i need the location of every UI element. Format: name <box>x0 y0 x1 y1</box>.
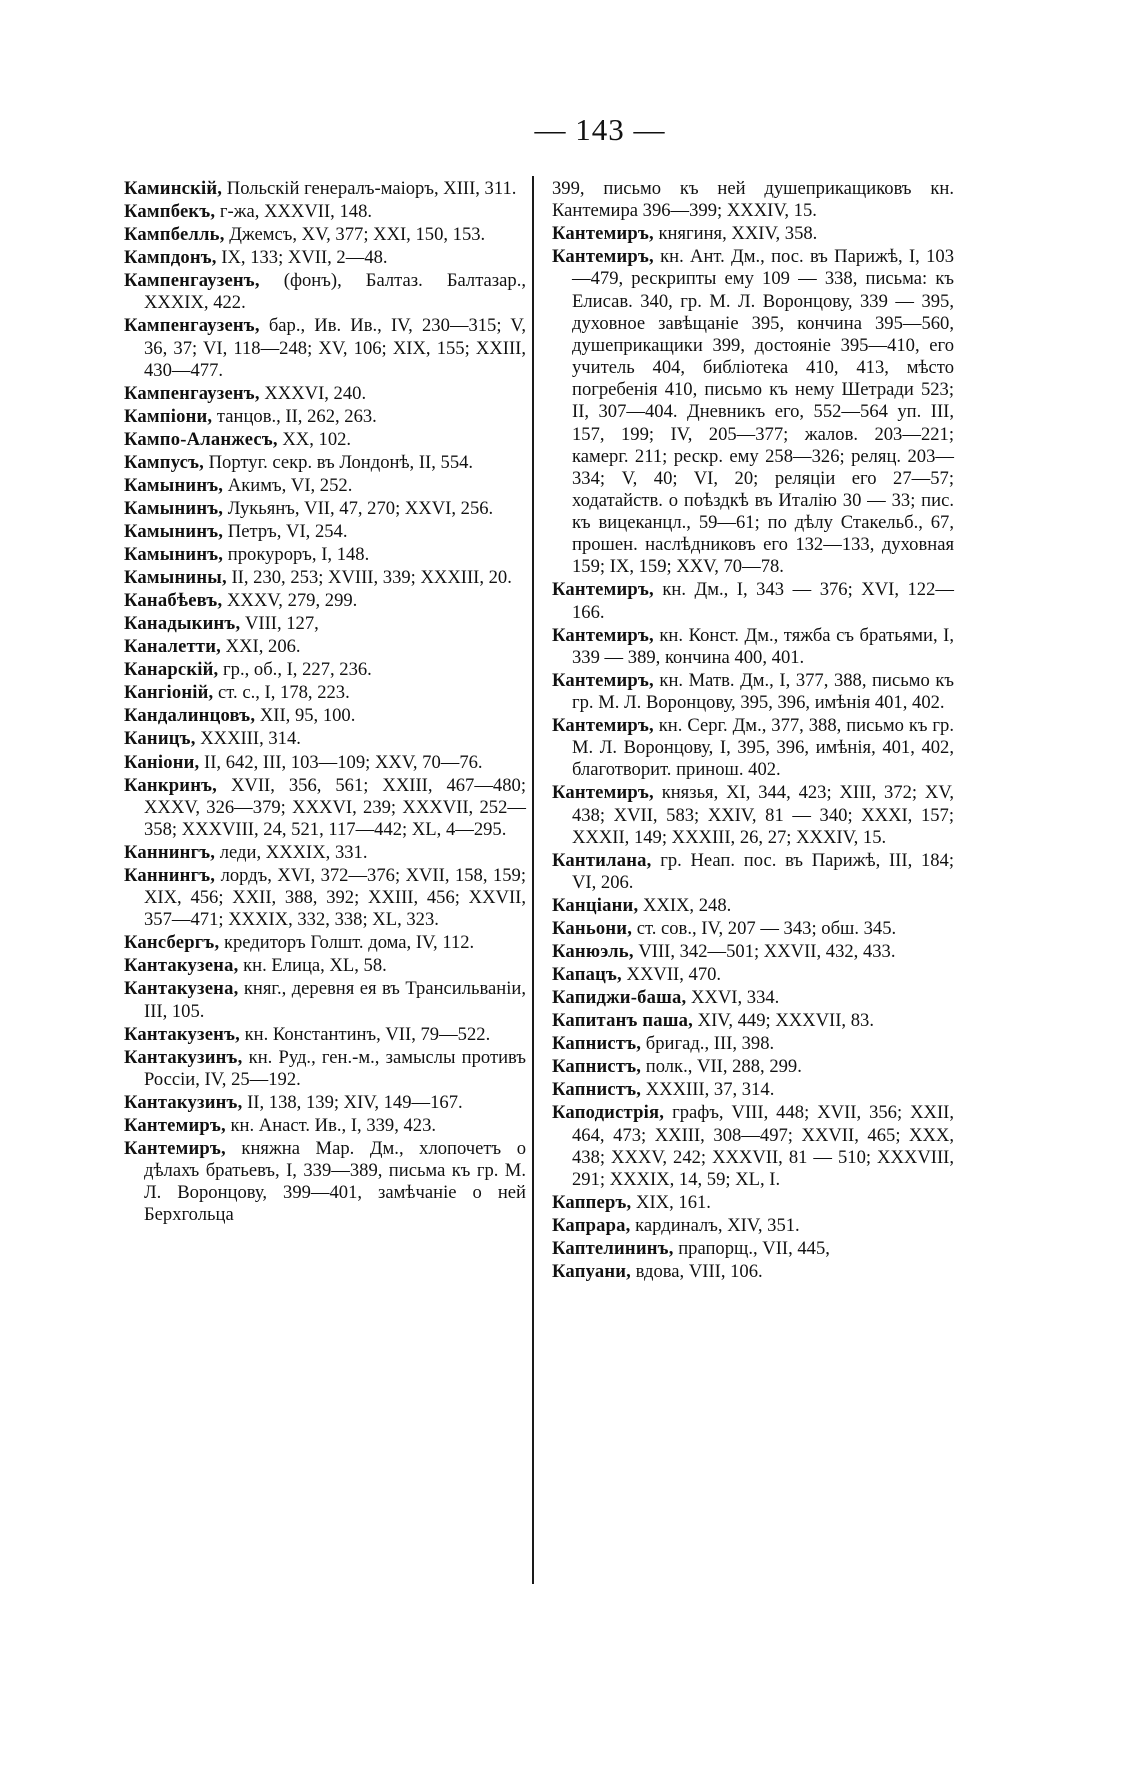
entry-heading: Каницъ, <box>124 728 196 750</box>
entry-references: княг., деревня ея въ Трансильваніи, III, 105. <box>144 978 526 1022</box>
entry-references: кн. Константинъ, VII, 79—522. <box>239 1023 491 1045</box>
index-entry <box>552 1238 954 1260</box>
index-entry <box>124 452 526 474</box>
index-entry <box>124 1138 526 1227</box>
entry-references: ст. сов., IV, 207 — 343; обш. 345. <box>632 918 897 940</box>
index-entry <box>124 544 526 566</box>
index-entry <box>552 850 954 894</box>
index-entry <box>124 636 526 658</box>
entry-references: кн. Руд., ген.-м., замыслы противъ Россіи, IV, 25—192. <box>144 1046 526 1090</box>
index-entry <box>552 1079 954 1101</box>
index-entry <box>124 978 526 1022</box>
entry-heading: Каптелининъ, <box>552 1238 674 1260</box>
entry-heading: Кантемиръ, <box>552 782 654 804</box>
index-entry <box>552 579 954 623</box>
entry-references: кн. Матв. Дм., I, 377, 388, письмо къ гр. М. Л. Воронцову, 395, 396, имѣнія 401, 402. <box>572 669 954 714</box>
entry-heading: Капацъ, <box>552 964 622 986</box>
index-entry <box>552 1033 954 1055</box>
index-entry <box>124 932 526 954</box>
entry-heading: Кампенгаузенъ, <box>124 382 260 404</box>
entry-heading: Камынинъ, <box>124 474 224 496</box>
index-entry <box>552 964 954 986</box>
index-entry <box>124 498 526 520</box>
index-entry <box>124 270 526 314</box>
index-entry <box>552 625 954 669</box>
index-entry <box>124 315 526 381</box>
entry-references: леди, XXXIX, 331. <box>215 841 368 863</box>
index-entry <box>124 224 526 246</box>
entry-heading: Капперъ, <box>552 1191 632 1213</box>
entry-heading: Канабѣевъ, <box>124 590 223 612</box>
entry-references: прапорщ., VII, 445, <box>673 1238 830 1260</box>
entry-heading: Кантакузинъ, <box>124 1091 243 1113</box>
entry-references: гр., об., I, 227, 236. <box>218 659 372 681</box>
index-entry <box>552 715 954 781</box>
entry-references: кн. Конст. Дм., тяжба съ братьями, I, 339 — 389, кончина 400, 401. <box>572 624 954 668</box>
entry-heading: Каподистрія, <box>552 1102 665 1124</box>
entry-references: гр. Неап. пос. въ Парижѣ, III, 184; VI, 206. <box>572 849 954 893</box>
entry-heading: Кантакузинъ, <box>124 1046 243 1068</box>
entry-references: II, 230, 253; XVIII, 339; XXXIII, 20. <box>226 567 512 589</box>
entry-references: (фонъ), Балтаз. Балтазар., XXXIX, 422. <box>144 270 526 314</box>
entry-heading: Камынинъ, <box>124 544 224 566</box>
index-entry <box>552 1261 954 1283</box>
index-entry <box>124 865 526 931</box>
index-entry <box>124 955 526 977</box>
index-entry <box>124 659 526 681</box>
index-entry <box>124 590 526 612</box>
entry-references: князья, XI, 344, 423; XIII, 372; XV, 438; XVII, 583; XXIV, 81 — 340; XXXI, 157; XXXII, 149; XXXIII, 26, 27; XXXIV, 15. <box>572 782 954 848</box>
entry-heading: Капнистъ, <box>552 1056 642 1078</box>
entry-heading: Капрара, <box>552 1215 631 1236</box>
entry-references: XIX, 161. <box>631 1191 711 1213</box>
index-entry <box>124 475 526 497</box>
entry-heading: Кампіони, <box>124 405 213 427</box>
entry-heading: Кантемиръ, <box>552 579 654 601</box>
entry-references: Джемсъ, XV, 377; XXI, 150, 153. <box>224 224 486 246</box>
entry-heading: Кантемиръ, <box>552 246 654 268</box>
entry-heading: Кампбелль, <box>124 224 225 246</box>
entry-references: княжна Мар. Дм., хлопочетъ о дѣлахъ братьевъ, I, 339—389, письма къ гр. М. Л. Воронцову, 399—401, замѣчаніе о ней Берхгольца <box>144 1137 526 1226</box>
entry-references: XVII, 356, 561; XXIII, 467—480; XXXV, 326—379; XXXVI, 239; XXXVII, 252—358; XXXVIII, 24, 521, 117—442; XL, 4—295. <box>144 774 526 840</box>
entry-references: Лукьянъ, VII, 47, 270; XXVI, 256. <box>223 497 494 519</box>
index-entry <box>124 521 526 543</box>
entry-references: княгиня, XXIV, 358. <box>653 223 818 245</box>
entry-references: кн. Серг. Дм., 377, 388, письмо къ гр. М. Л. Воронцову, I, 395, 396, имѣнія, 401, 402, благотворит. принош. 402. <box>572 715 954 781</box>
entry-references: ст. с., I, 178, 223. <box>213 682 350 704</box>
entry-references: кредиторъ Голшт. дома, IV, 112. <box>219 932 475 954</box>
entry-references: бригад., III, 398. <box>641 1033 775 1055</box>
entry-heading: Кантемиръ, <box>552 624 654 646</box>
entry-heading: Кантемиръ, <box>124 1137 226 1159</box>
entry-heading: Кампбекъ, <box>124 201 216 223</box>
entry-heading: Кампусъ, <box>124 451 204 473</box>
index-entry <box>552 987 954 1009</box>
entry-heading: Кантакузенъ, <box>124 1023 240 1045</box>
entry-heading: Капитанъ паша, <box>552 1010 694 1032</box>
index-entry <box>552 1010 954 1032</box>
entry-references: XII, 95, 100. <box>255 705 356 727</box>
entry-heading: Канюэль, <box>552 941 634 963</box>
index-entry <box>552 782 954 848</box>
index-entry <box>124 1024 526 1046</box>
entry-references: Акимъ, VI, 252. <box>223 474 353 496</box>
entry-heading: Канарскій, <box>124 659 219 681</box>
index-entry <box>124 752 526 774</box>
entry-heading: Кандалинцовъ, <box>124 705 256 727</box>
entry-references: XXVII, 470. <box>621 964 722 986</box>
index-entry <box>124 201 526 223</box>
entry-heading: Камынинъ, <box>124 497 224 519</box>
entry-heading: Кантемиръ, <box>124 1114 226 1136</box>
index-entry <box>124 567 526 589</box>
entry-heading: Кампенгаузенъ, <box>124 315 260 337</box>
entry-heading: Канадыкинъ, <box>124 613 241 635</box>
entry-heading: Кампенгаузенъ, <box>124 270 260 292</box>
entry-references: прокуроръ, I, 148. <box>223 544 370 566</box>
index-entry <box>552 918 954 940</box>
index-entry <box>552 1192 954 1214</box>
column-divider <box>532 176 534 1584</box>
entry-heading: Капиджи-баша, <box>552 987 687 1009</box>
entry-references: бар., Ив. Ив., IV, 230—315; V, 36, 37; VI, 118—248; XV, 106; XIX, 155; XXIII, 430—477. <box>144 315 526 381</box>
entry-heading: Каньони, <box>552 918 633 940</box>
index-entry <box>124 1115 526 1137</box>
entry-references: кн. Дм., I, 343 — 376; XVI, 122—166. <box>572 579 954 623</box>
entry-references: XXXIII, 37, 314. <box>641 1079 775 1101</box>
entry-heading: Капнистъ, <box>552 1079 642 1101</box>
entry-references: полк., VII, 288, 299. <box>641 1056 802 1078</box>
index-entry <box>124 429 526 451</box>
index-entry <box>124 682 526 704</box>
index-entry <box>552 941 954 963</box>
entry-references: Португ. секр. въ Лондонѣ, II, 554. <box>203 451 474 473</box>
entry-heading: Кампдонъ, <box>124 247 217 269</box>
index-column-right <box>552 178 954 1284</box>
entry-heading: Каминскій, <box>124 178 223 199</box>
entry-heading: Кангіоній, <box>124 682 214 704</box>
entry-references: кн. Елица, XL, 58. <box>238 955 387 977</box>
index-entry <box>552 223 954 245</box>
entry-references: II, 642, III, 103—109; XXV, 70—76. <box>199 751 483 773</box>
entry-references: 399, письмо къ ней душеприкащиковъ кн. Кантемира 396—399; XXXIV, 15. <box>552 178 954 222</box>
entry-references: XXXV, 279, 299. <box>222 590 358 612</box>
index-entry <box>124 178 526 200</box>
index-entry <box>124 613 526 635</box>
entry-references: VIII, 342—501; XXVII, 432, 433. <box>633 941 896 963</box>
entry-heading: Кантакузена, <box>124 978 239 1000</box>
entry-references: графъ, VIII, 448; XVII, 356; XXII, 464, 473; XXIII, 308—497; XXVII, 465; XXX, 438; XXXV, 242; XXXVII, 81 — 510; XXXVIII, 291; XXXIX, 14, 59; XL, I. <box>572 1102 954 1190</box>
entry-references: XXVI, 334. <box>686 987 780 1009</box>
entry-references: кн. Ант. Дм., пос. въ Парижѣ, I, 103—479, рескрипты ему 109 — 338, письма: къ Елисав. 340, гр. М. Л. Воронцову, 339 — 395, духовное завѣщаніе 395, кончина 395—560, душеприкащики 399, достояніе 395—410, его учитель 404, библіотека 410, 413, мѣсто погребенія 410, письмо къ нему Шетради 523; II, 307—404. Дневникъ его, 552—564 уп. III, 157, 199; IV, 205—377; жалов. 203—221; камерг. 211; рескр. ему 258—326; реляц. 203—334; V, 40; VI, 20; реляціи его 27—57; ходатайств. о поѣздкѣ въ Италію 30 — 33; пис. къ вицеканцл., 59—61; по дѣлу Стакельб., 67, прошен. наслѣдниковъ его 132—133, духовная 159; IX, 159; XXV, 70—78. <box>572 246 954 578</box>
index-entry <box>552 1056 954 1078</box>
index-entry <box>552 670 954 714</box>
page-number: — 143 — <box>534 112 666 147</box>
entry-heading: Каннингъ, <box>124 864 216 886</box>
entry-references: II, 138, 139; XIV, 149—167. <box>242 1091 463 1113</box>
entry-references: кн. Анаст. Ив., I, 339, 423. <box>225 1114 437 1136</box>
entry-references: XXIX, 248. <box>638 895 732 917</box>
entry-heading: Кансбергъ, <box>124 932 220 954</box>
index-entry <box>552 895 954 917</box>
entry-references: кардиналъ, XIV, 351. <box>630 1215 800 1236</box>
index-entry <box>124 406 526 428</box>
index-entry <box>124 383 526 405</box>
index-entry <box>124 1047 526 1091</box>
entry-references: VIII, 127, <box>240 613 319 635</box>
entry-heading: Каннингъ, <box>124 841 216 863</box>
index-column-left <box>124 178 526 1227</box>
index-entry <box>124 842 526 864</box>
entry-heading: Кантакузена, <box>124 955 239 977</box>
entry-heading: Каніони, <box>124 751 200 773</box>
entry-heading: Камынины, <box>124 567 227 589</box>
index-entry <box>124 775 526 841</box>
entry-heading: Каналетти, <box>124 636 222 658</box>
entry-heading: Кантемиръ, <box>552 715 654 737</box>
index-entry <box>552 246 954 578</box>
entry-heading: Канкринъ, <box>124 774 218 796</box>
entry-heading: Канціани, <box>552 895 639 917</box>
entry-references: Польскій генералъ-маіоръ, XIII, 311. <box>222 178 517 199</box>
entry-references: IX, 133; XVII, 2—48. <box>216 247 388 269</box>
entry-references: лордъ, XVI, 372—376; XVII, 158, 159; XIX, 456; XXII, 388, 392; XXIII, 456; XXVII, 357—471; XXXIX, 332, 338; XL, 323. <box>144 864 526 931</box>
entry-heading: Капуани, <box>552 1261 632 1283</box>
entry-heading: Капнистъ, <box>552 1033 642 1055</box>
entry-heading: Камынинъ, <box>124 521 224 543</box>
entry-references: танцов., II, 262, 263. <box>212 405 377 427</box>
entry-heading: Кантемиръ, <box>552 669 654 691</box>
index-entry <box>124 728 526 750</box>
entry-heading: Кантемиръ, <box>552 223 654 245</box>
entry-references: вдова, VIII, 106. <box>631 1261 763 1283</box>
entry-references: XXXVI, 240. <box>259 382 367 404</box>
entry-heading: Кампо-Аланжесъ, <box>124 428 278 450</box>
index-entry <box>124 247 526 269</box>
index-entry <box>552 1102 954 1191</box>
index-entry <box>552 1215 954 1237</box>
index-entry <box>124 1092 526 1114</box>
entry-references: Петръ, VI, 254. <box>223 521 348 543</box>
entry-references: XXI, 206. <box>221 636 301 658</box>
entry-references: XIV, 449; XXXVII, 83. <box>693 1010 874 1032</box>
entry-references: XX, 102. <box>277 428 352 450</box>
index-entry <box>124 705 526 727</box>
entry-heading: Кантилана, <box>552 849 652 871</box>
entry-references: XXXIII, 314. <box>195 728 301 750</box>
entry-references: г-жа, XXXVII, 148. <box>215 201 373 223</box>
index-entry <box>552 178 954 222</box>
